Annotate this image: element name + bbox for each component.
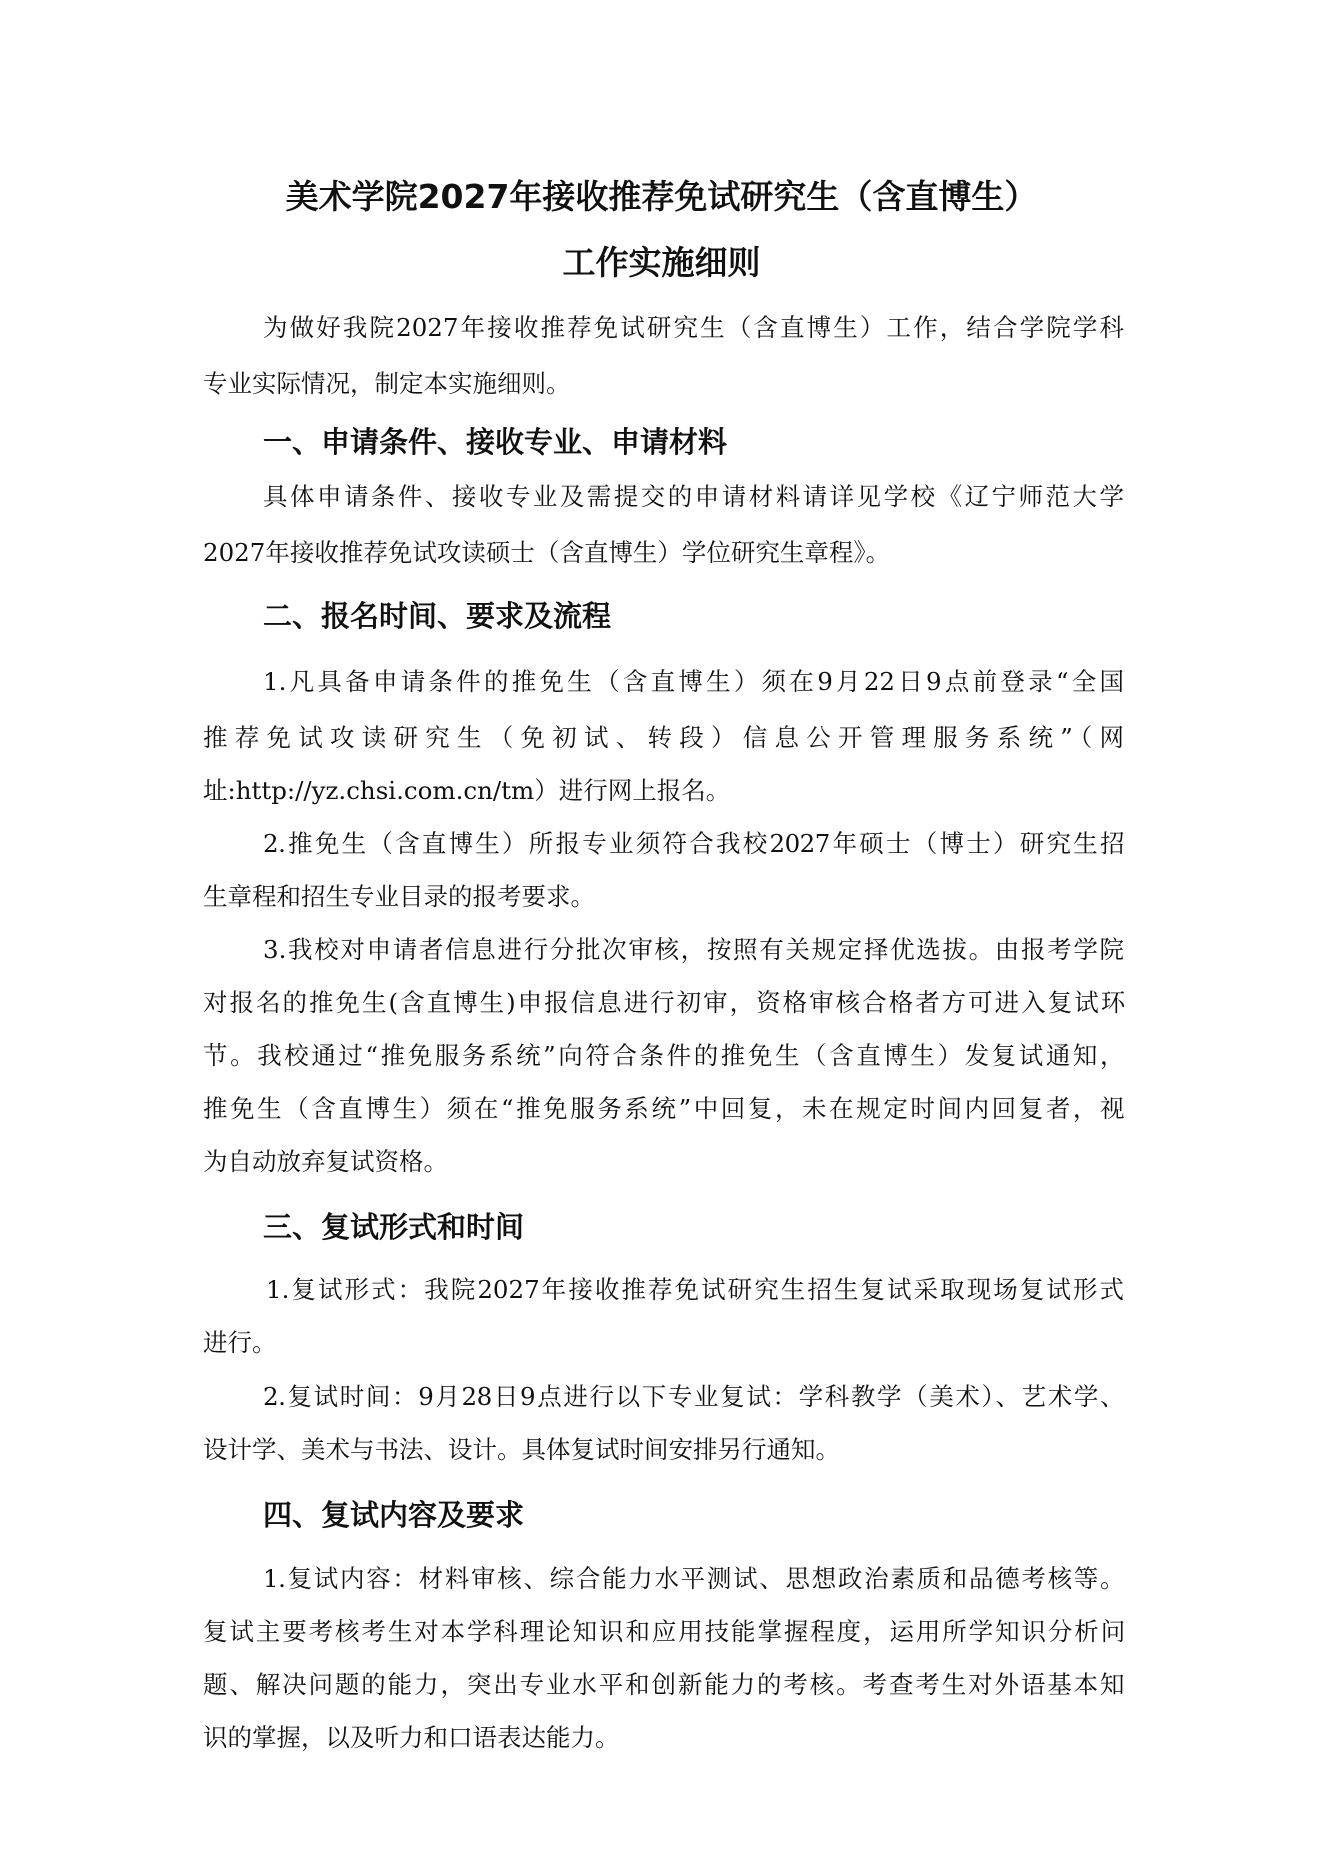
- section2-item3-line4: 推免生（含直博生）须在“推免服务系统”中回复，未在规定时间内回复者，视: [203, 1094, 1124, 1123]
- section2-item3-line5: 为自动放弃复试资格。: [203, 1147, 448, 1176]
- section3-heading: 三、复试形式和时间: [263, 1210, 525, 1244]
- section3-item2-line1: 2.复试时间：9月28日9点进行以下专业复试：学科教学（美术）、艺术学、: [263, 1382, 1124, 1411]
- section3-item1-line1: 1.复试形式：我院2027年接收推荐免试研究生招生复试采取现场复试形式: [266, 1275, 1124, 1304]
- section2-item1-line3: 址:http://yz.chsi.com.cn/tm）进行网上报名。: [203, 776, 731, 805]
- section1-line2: 2027年接收推荐免试攻读硕士（含直博生）学位研究生章程》。: [203, 538, 891, 567]
- section2-item2-line2: 生章程和招生专业目录的报考要求。: [203, 882, 595, 911]
- section2-item1-line1: 1.凡具备申请条件的推免生（含直博生）须在9月22日9点前登录“全国: [263, 667, 1124, 696]
- section4-heading: 四、复试内容及要求: [263, 1498, 525, 1532]
- section1-heading: 一、申请条件、接收专业、申请材料: [263, 425, 728, 459]
- section2-item1-line2: 推荐免试攻读研究生（免初试、转段）信息公开管理服务系统”（网: [203, 723, 1124, 752]
- section4-item1-line1: 1.复试内容：材料审核、综合能力水平测试、思想政治素质和品德考核等。: [263, 1564, 1124, 1593]
- section4-item1-line2: 复试主要考核考生对本学科理论知识和应用技能掌握程度，运用所学知识分析问: [203, 1617, 1124, 1646]
- intro-line1: 为做好我院2027年接收推荐免试研究生（含直博生）工作，结合学院学科: [263, 313, 1124, 342]
- section4-item1-line4: 识的掌握，以及听力和口语表达能力。: [203, 1723, 620, 1752]
- section2-item3-line2: 对报名的推免生(含直博生)申报信息进行初审，资格审核合格者方可进入复试环: [203, 988, 1124, 1017]
- intro-line2: 专业实际情况，制定本实施细则。: [203, 369, 571, 398]
- document-title-line1: 美术学院2027年接收推荐免试研究生（含直博生）: [285, 177, 1038, 216]
- section1-line1: 具体申请条件、接收专业及需提交的申请材料请详见学校《辽宁师范大学: [263, 482, 1124, 511]
- section2-item2-line1: 2.推免生（含直博生）所报专业须符合我校2027年硕士（博士）研究生招: [263, 829, 1124, 858]
- document-title-line2: 工作实施细则: [562, 243, 761, 282]
- section2-item3-line3: 节。我校通过“推免服务系统”向符合条件的推免生（含直博生）发复试通知，: [203, 1041, 1124, 1070]
- section2-item3-line1: 3.我校对申请者信息进行分批次审核，按照有关规定择优选拔。由报考学院: [263, 935, 1124, 964]
- section4-item1-line3: 题、解决问题的能力，突出专业水平和创新能力的考核。考查考生对外语基本知: [203, 1670, 1124, 1699]
- section3-item2-line2: 设计学、美术与书法、设计。具体复试时间安排另行通知。: [203, 1435, 840, 1464]
- section2-heading: 二、报名时间、要求及流程: [263, 599, 612, 633]
- section3-item1-line2: 进行。: [203, 1328, 277, 1357]
